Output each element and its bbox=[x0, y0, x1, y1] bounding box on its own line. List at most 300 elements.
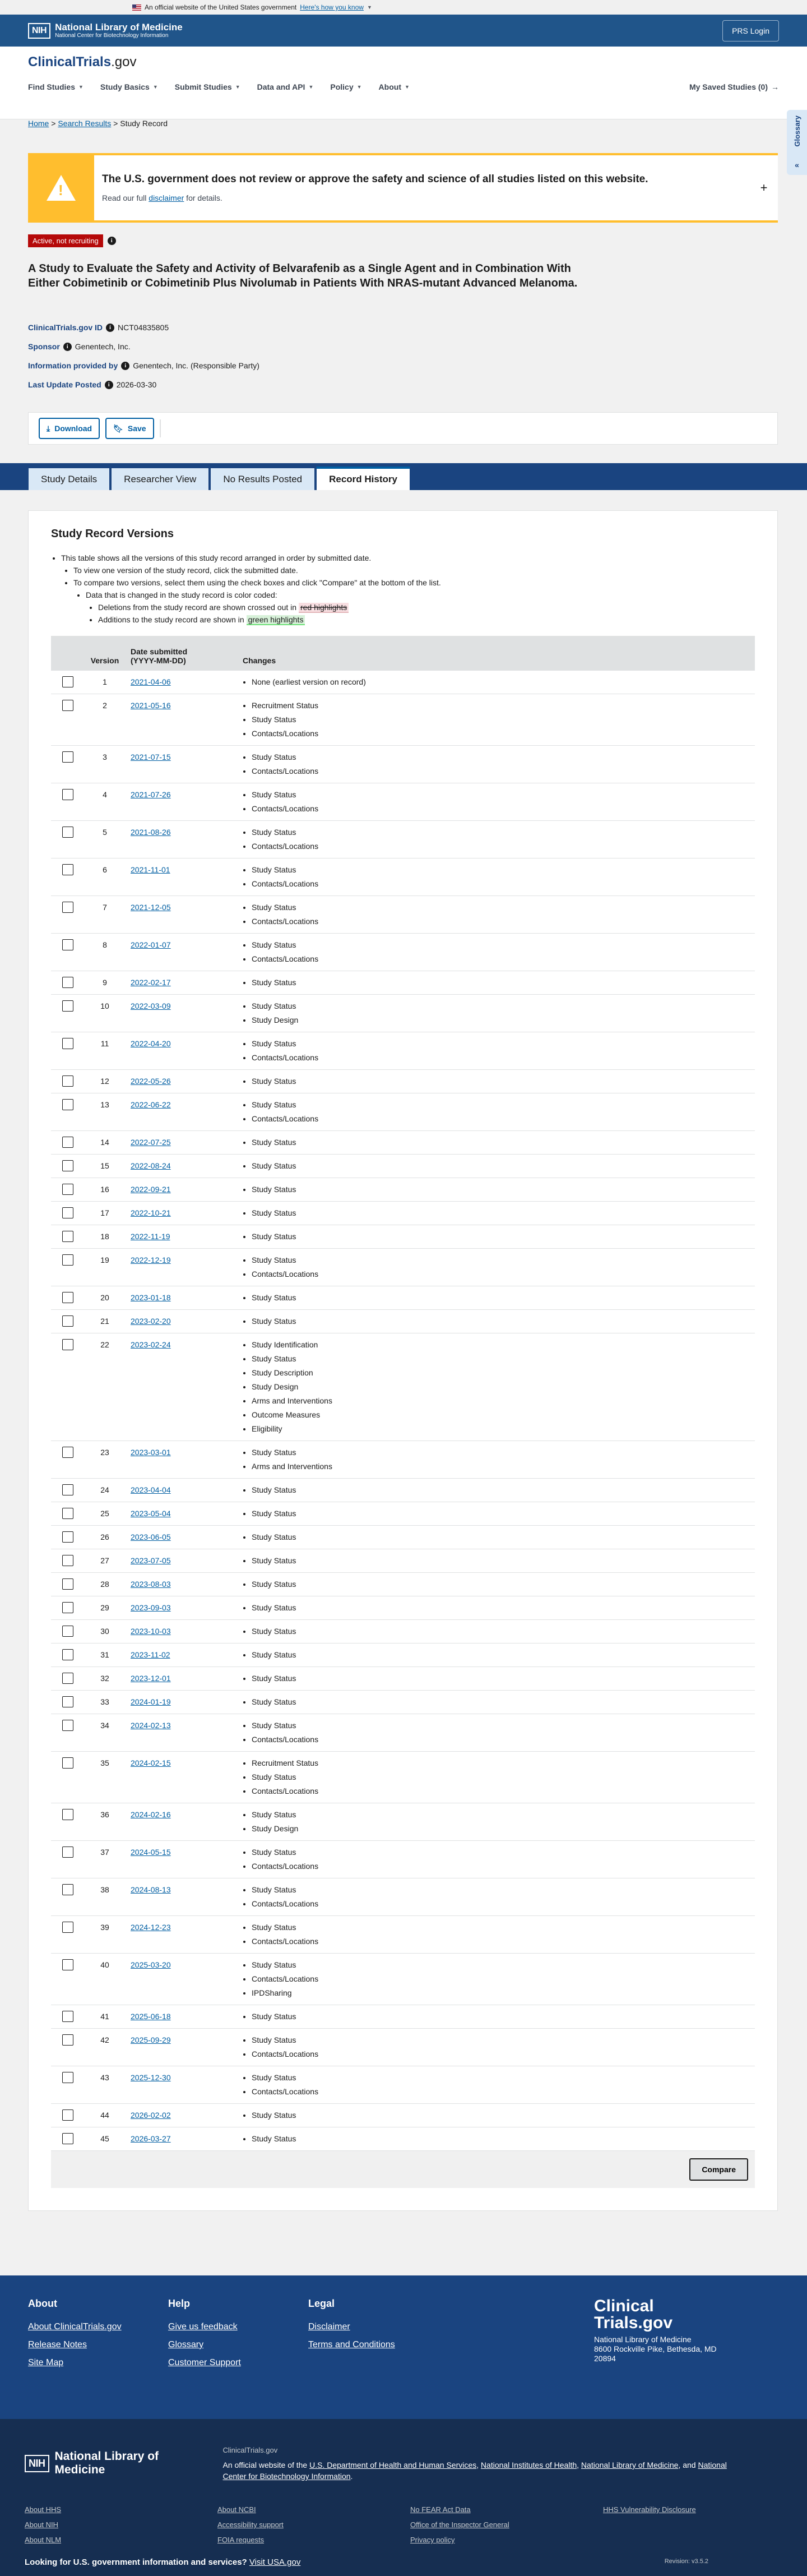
ct-logo-b: .gov bbox=[111, 54, 137, 70]
usa-gov-text: Looking for U.S. government information and services? bbox=[25, 2557, 247, 2567]
history-instructions bbox=[51, 552, 755, 626]
version-checkbox[interactable] bbox=[62, 2109, 73, 2121]
version-row bbox=[51, 1916, 755, 1954]
version-date-link[interactable]: 2023-03-01 bbox=[131, 1448, 171, 1457]
version-checkbox[interactable] bbox=[62, 939, 73, 950]
version-checkbox[interactable] bbox=[62, 751, 73, 763]
tab-no-results[interactable]: No Results Posted bbox=[210, 468, 315, 490]
version-row bbox=[51, 1155, 755, 1178]
my-saved-studies[interactable] bbox=[689, 82, 779, 91]
footer-link[interactable]: Terms and Conditions bbox=[308, 2340, 395, 2349]
version-number: 29 bbox=[85, 1596, 125, 1620]
version-row bbox=[51, 671, 755, 694]
version-date-link[interactable]: 2021-07-15 bbox=[131, 753, 171, 761]
version-date-link[interactable]: 2022-06-22 bbox=[131, 1100, 171, 1109]
footer-link[interactable]: HHS Vulnerability Disclosure bbox=[603, 2505, 696, 2514]
changes-list bbox=[252, 1756, 749, 1798]
info-icon[interactable]: i bbox=[121, 362, 129, 370]
footer-link[interactable]: About HHS bbox=[25, 2505, 62, 2514]
version-row bbox=[51, 858, 755, 896]
change-item: • Study Status bbox=[252, 1291, 749, 1305]
change-item: • Eligibility bbox=[252, 1422, 749, 1436]
version-checkbox[interactable] bbox=[62, 864, 73, 875]
version-date-link[interactable]: 2024-02-16 bbox=[131, 1810, 171, 1819]
version-checkbox[interactable] bbox=[62, 1254, 73, 1266]
version-checkbox[interactable] bbox=[62, 1315, 73, 1327]
change-item: • Study Status bbox=[252, 2071, 749, 2085]
version-date-link[interactable]: 2021-12-05 bbox=[131, 903, 171, 912]
version-number: 15 bbox=[85, 1155, 125, 1178]
footer-link[interactable]: About NLM bbox=[25, 2536, 62, 2544]
footer-link[interactable]: About ClinicalTrials.gov bbox=[28, 2322, 122, 2332]
footer-link[interactable]: Release Notes bbox=[28, 2340, 87, 2349]
nav-data-api[interactable] bbox=[257, 82, 314, 91]
footer-ct-label: ClinicalTrials.gov bbox=[222, 2446, 278, 2454]
version-date-link[interactable]: 2021-08-26 bbox=[131, 828, 171, 837]
footer-link[interactable]: About NCBI bbox=[217, 2505, 256, 2514]
version-checkbox[interactable] bbox=[62, 1508, 73, 1519]
footer-bottom bbox=[0, 2419, 807, 2576]
expand-plus-icon[interactable]: + bbox=[760, 181, 768, 195]
version-checkbox[interactable] bbox=[62, 2072, 73, 2083]
version-checkbox[interactable] bbox=[62, 1809, 73, 1820]
version-number: 28 bbox=[85, 1573, 125, 1596]
chevron-down-icon: ▼ bbox=[152, 84, 158, 90]
changes-list bbox=[252, 1074, 749, 1088]
site-header bbox=[0, 47, 807, 119]
changes-list bbox=[252, 1098, 749, 1126]
version-checkbox[interactable] bbox=[62, 1757, 73, 1769]
footer-link[interactable]: Office of the Inspector General bbox=[410, 2520, 509, 2529]
version-date-link[interactable]: 2022-03-09 bbox=[131, 1001, 171, 1010]
change-item: • Contacts/Locations bbox=[252, 2047, 749, 2061]
nav-label: Find Studies bbox=[28, 82, 75, 91]
change-item: • Study Status bbox=[252, 1530, 749, 1544]
version-date-link[interactable]: 2023-12-01 bbox=[131, 1674, 171, 1683]
tab-study-details[interactable]: Study Details bbox=[28, 468, 110, 490]
version-checkbox[interactable] bbox=[62, 2011, 73, 2022]
version-row bbox=[51, 1093, 755, 1131]
chevron-down-icon: ▼ bbox=[78, 84, 84, 90]
meta-sponsor bbox=[28, 342, 131, 351]
nav-study-basics[interactable] bbox=[100, 82, 158, 91]
version-checkbox[interactable] bbox=[62, 1673, 73, 1684]
address-line: 20894 bbox=[594, 2354, 616, 2363]
version-checkbox[interactable] bbox=[62, 1484, 73, 1495]
glossary-label: Glossary bbox=[792, 116, 801, 147]
version-date-link[interactable]: 2021-04-06 bbox=[131, 677, 171, 686]
info-icon[interactable]: i bbox=[108, 237, 116, 245]
version-row bbox=[51, 1596, 755, 1620]
change-item: • Contacts/Locations bbox=[252, 915, 749, 929]
alert-text: Read our full bbox=[102, 193, 149, 202]
info-icon[interactable]: i bbox=[106, 324, 114, 332]
version-checkbox[interactable] bbox=[62, 1626, 73, 1637]
version-date-link[interactable]: 2023-04-04 bbox=[131, 1485, 171, 1494]
version-number: 3 bbox=[85, 746, 125, 783]
change-item: • Study Status bbox=[252, 1507, 749, 1521]
change-item: • Study Status bbox=[252, 1921, 749, 1935]
version-date-link[interactable]: 2023-11-02 bbox=[131, 1650, 170, 1659]
info-icon[interactable]: i bbox=[105, 381, 113, 389]
change-item: • Study Status bbox=[252, 1352, 749, 1366]
version-checkbox[interactable] bbox=[62, 1339, 73, 1350]
changes-list bbox=[252, 1958, 749, 2000]
chevron-down-icon: ▼ bbox=[404, 84, 410, 90]
actions-bar bbox=[28, 412, 778, 445]
version-number: 17 bbox=[85, 1202, 125, 1225]
instruction-item: • To view one version of the study record, click the submitted date. bbox=[73, 564, 755, 576]
version-date-link[interactable]: 2024-12-23 bbox=[131, 1923, 171, 1932]
change-item: • Study Status bbox=[252, 938, 749, 952]
download-button[interactable] bbox=[39, 418, 100, 439]
footer-link[interactable]: About NIH bbox=[25, 2520, 58, 2529]
changes-list bbox=[252, 2071, 749, 2099]
heres-how-link[interactable]: Here's how you know bbox=[300, 3, 364, 11]
changes-list bbox=[252, 788, 749, 816]
version-date-link[interactable]: 2026-02-02 bbox=[131, 2111, 171, 2120]
changes-list bbox=[252, 825, 749, 853]
changes-list bbox=[252, 976, 749, 990]
change-item: • Study Status bbox=[252, 1098, 749, 1112]
gov-banner bbox=[0, 0, 807, 15]
change-item: • Arms and Interventions bbox=[252, 1394, 749, 1408]
study-title: A Study to Evaluate the Safety and Activity of Belvarafenib as a Single Agent and in Combination With Either Cobimetinib or Cobimetinib Plus Nivolumab in Patients With NRAS-mutant Advanced Melanoma. bbox=[28, 262, 578, 289]
nav-about[interactable] bbox=[379, 82, 410, 91]
meta-update bbox=[28, 380, 156, 389]
version-date-link[interactable]: 2024-08-13 bbox=[131, 1885, 171, 1894]
version-checkbox[interactable] bbox=[62, 1099, 73, 1110]
version-row bbox=[51, 2127, 755, 2151]
nih-link[interactable]: National Institutes of Health bbox=[480, 2460, 577, 2469]
version-date-link[interactable]: 2023-01-18 bbox=[131, 1293, 171, 1302]
version-checkbox[interactable] bbox=[62, 977, 73, 988]
change-item: • Study Status bbox=[252, 750, 749, 764]
version-date-link[interactable]: 2024-02-15 bbox=[131, 1758, 171, 1767]
change-item: • Contacts/Locations bbox=[252, 1897, 749, 1911]
version-checkbox[interactable] bbox=[62, 1720, 73, 1731]
gov-banner-text: An official website of the United States government bbox=[145, 3, 297, 11]
footer-link[interactable]: Privacy policy bbox=[410, 2536, 455, 2544]
version-date-link[interactable]: 2022-01-07 bbox=[131, 940, 171, 949]
col-select bbox=[51, 636, 85, 671]
version-row bbox=[51, 1644, 755, 1667]
version-checkbox[interactable] bbox=[62, 1075, 73, 1087]
version-date-link[interactable]: 2022-09-21 bbox=[131, 1185, 171, 1194]
version-date-link[interactable]: 2021-05-16 bbox=[131, 701, 171, 710]
change-item: • Study Status bbox=[252, 1624, 749, 1638]
save-button[interactable] bbox=[105, 418, 154, 439]
change-item: • Study Status bbox=[252, 1719, 749, 1733]
version-date-link[interactable]: 2023-02-20 bbox=[131, 1317, 171, 1326]
version-checkbox[interactable] bbox=[62, 1292, 73, 1303]
nav-policy[interactable] bbox=[330, 82, 361, 91]
version-date-link[interactable]: 2022-07-25 bbox=[131, 1138, 171, 1147]
compare-row bbox=[51, 2151, 755, 2188]
version-checkbox[interactable] bbox=[62, 1846, 73, 1858]
version-date-link[interactable]: 2022-08-24 bbox=[131, 1161, 171, 1170]
tab-bar bbox=[0, 463, 807, 490]
changes-list bbox=[252, 699, 749, 741]
meta-label: Sponsor bbox=[28, 342, 60, 351]
version-row bbox=[51, 2005, 755, 2029]
changes-list bbox=[252, 2033, 749, 2061]
version-checkbox[interactable] bbox=[62, 902, 73, 913]
changes-list bbox=[252, 1845, 749, 1873]
ct-logo[interactable] bbox=[28, 47, 779, 70]
version-date-link[interactable]: 2023-05-04 bbox=[131, 1509, 171, 1518]
main-nav bbox=[28, 82, 779, 91]
status-row bbox=[28, 234, 116, 247]
nih-bar bbox=[0, 15, 807, 47]
breadcrumb-search-results[interactable]: Search Results bbox=[58, 119, 112, 128]
version-date-link[interactable]: 2022-11-19 bbox=[131, 1232, 170, 1241]
version-row bbox=[51, 783, 755, 821]
chevron-down-icon: ▼ bbox=[235, 84, 240, 90]
change-item: • Study Status bbox=[252, 788, 749, 802]
meta-id bbox=[28, 323, 169, 332]
version-checkbox[interactable] bbox=[62, 1959, 73, 1970]
version-checkbox[interactable] bbox=[62, 1696, 73, 1707]
version-number: 25 bbox=[85, 1502, 125, 1526]
version-row bbox=[51, 995, 755, 1032]
version-date-link[interactable]: 2024-05-15 bbox=[131, 1848, 171, 1857]
change-item: • Study Status bbox=[252, 2108, 749, 2122]
version-number: 33 bbox=[85, 1691, 125, 1714]
change-item: • Study Design bbox=[252, 1380, 749, 1394]
version-number: 7 bbox=[85, 896, 125, 934]
changes-list bbox=[252, 999, 749, 1027]
change-item: • Contacts/Locations bbox=[252, 1784, 749, 1798]
version-date-link[interactable]: 2021-07-26 bbox=[131, 790, 171, 799]
nih-logo-box: NIH bbox=[25, 2455, 49, 2472]
footer-link[interactable]: Disclaimer bbox=[308, 2322, 350, 2332]
change-item: • Contacts/Locations bbox=[252, 1112, 749, 1126]
version-date-link[interactable]: 2025-09-29 bbox=[131, 2035, 171, 2044]
version-row bbox=[51, 1803, 755, 1841]
version-date-link[interactable]: 2023-07-05 bbox=[131, 1556, 171, 1565]
version-date-link[interactable]: 2023-09-03 bbox=[131, 1603, 171, 1612]
version-date-link[interactable]: 2026-03-27 bbox=[131, 2134, 171, 2143]
version-date-link[interactable]: 2025-03-20 bbox=[131, 1960, 171, 1969]
download-label: Download bbox=[54, 424, 92, 433]
version-number: 23 bbox=[85, 1441, 125, 1479]
footer-link[interactable]: Customer Support bbox=[168, 2358, 241, 2367]
version-checkbox[interactable] bbox=[62, 1207, 73, 1218]
version-checkbox[interactable] bbox=[62, 2133, 73, 2144]
change-item: • None (earliest version on record) bbox=[252, 675, 749, 689]
version-date-link[interactable]: 2025-06-18 bbox=[131, 2012, 171, 2021]
tab-record-history[interactable]: Record History bbox=[316, 467, 410, 490]
disclaimer-link[interactable]: disclaimer bbox=[149, 193, 184, 202]
nav-label: Submit Studies bbox=[174, 82, 232, 91]
version-row bbox=[51, 1620, 755, 1644]
update-value: 2026-03-30 bbox=[116, 380, 157, 389]
version-date-link[interactable]: 2022-02-17 bbox=[131, 978, 171, 987]
changes-list bbox=[252, 675, 749, 689]
footer-brand-logo[interactable]: Clinical Trials.gov bbox=[594, 2297, 673, 2332]
footer-top bbox=[0, 2275, 807, 2419]
address-line: 8600 Rockville Pike, Bethesda, MD bbox=[594, 2344, 717, 2353]
glossary-tab[interactable] bbox=[787, 110, 807, 175]
version-row bbox=[51, 2029, 755, 2066]
version-row bbox=[51, 1573, 755, 1596]
changes-list bbox=[252, 1530, 749, 1544]
footer-legal bbox=[308, 2298, 448, 2376]
nlm-name: National Library of Medicine bbox=[54, 2450, 159, 2476]
version-checkbox[interactable] bbox=[62, 1038, 73, 1049]
footer-link[interactable]: Glossary bbox=[168, 2340, 204, 2349]
version-date-link[interactable]: 2025-12-30 bbox=[131, 2073, 171, 2082]
change-item: • Study Status bbox=[252, 863, 749, 877]
breadcrumb-home[interactable]: Home bbox=[28, 119, 49, 128]
instruction-item bbox=[98, 613, 755, 626]
footer-link[interactable]: Site Map bbox=[28, 2358, 64, 2367]
versions-table bbox=[51, 636, 755, 2151]
change-item: • Study Status bbox=[252, 1695, 749, 1709]
prs-login-button[interactable]: PRS Login bbox=[722, 20, 779, 41]
chevron-down-icon: ▼ bbox=[367, 4, 372, 10]
version-date-link[interactable]: 2022-05-26 bbox=[131, 1077, 171, 1086]
version-date-link[interactable]: 2024-02-13 bbox=[131, 1721, 171, 1730]
version-row bbox=[51, 971, 755, 995]
version-checkbox[interactable] bbox=[62, 1000, 73, 1012]
change-item: • Study Design bbox=[252, 1822, 749, 1836]
changes-list bbox=[252, 901, 749, 929]
version-checkbox[interactable] bbox=[62, 1447, 73, 1458]
red-highlight-sample: red highlights bbox=[299, 603, 349, 613]
version-number: 1 bbox=[85, 671, 125, 694]
change-item: • Study Status bbox=[252, 1672, 749, 1686]
version-checkbox[interactable] bbox=[62, 789, 73, 800]
version-row bbox=[51, 1202, 755, 1225]
version-checkbox[interactable] bbox=[62, 1184, 73, 1195]
version-checkbox[interactable] bbox=[62, 1160, 73, 1171]
version-number: 36 bbox=[85, 1803, 125, 1841]
footer-link[interactable]: Give us feedback bbox=[168, 2322, 238, 2332]
nlm-logo[interactable] bbox=[28, 22, 183, 39]
version-date-link[interactable]: 2023-10-03 bbox=[131, 1627, 171, 1636]
change-item: • Contacts/Locations bbox=[252, 952, 749, 966]
version-checkbox[interactable] bbox=[62, 827, 73, 838]
changes-list bbox=[252, 1446, 749, 1474]
change-item: • Study Identification bbox=[252, 1338, 749, 1352]
tab-researcher-view[interactable]: Researcher View bbox=[111, 468, 209, 490]
version-date-link[interactable]: 2022-12-19 bbox=[131, 1255, 171, 1264]
revision-label: Revision: v3.5.2 bbox=[664, 2558, 708, 2565]
version-date-link[interactable]: 2023-06-05 bbox=[131, 1532, 171, 1541]
version-checkbox[interactable] bbox=[62, 2034, 73, 2046]
compare-button[interactable]: Compare bbox=[689, 2158, 748, 2181]
changes-list bbox=[252, 2108, 749, 2122]
version-date-link[interactable]: 2022-04-20 bbox=[131, 1039, 171, 1048]
change-item: • Contacts/Locations bbox=[252, 2085, 749, 2099]
version-date-link[interactable]: 2022-10-21 bbox=[131, 1208, 171, 1217]
change-item: • Study Status bbox=[252, 1883, 749, 1897]
version-checkbox[interactable] bbox=[62, 1649, 73, 1660]
changes-list bbox=[252, 2132, 749, 2146]
version-row bbox=[51, 1249, 755, 1286]
version-number: 11 bbox=[85, 1032, 125, 1070]
version-checkbox[interactable] bbox=[62, 1922, 73, 1933]
footer-link[interactable]: No FEAR Act Data bbox=[410, 2505, 471, 2514]
footer-heading: Legal bbox=[308, 2298, 335, 2309]
changes-list bbox=[252, 1159, 749, 1173]
info-icon[interactable]: i bbox=[63, 343, 72, 351]
changes-list bbox=[252, 1672, 749, 1686]
version-checkbox[interactable] bbox=[62, 1555, 73, 1566]
version-row bbox=[51, 1070, 755, 1093]
version-number: 8 bbox=[85, 934, 125, 971]
version-date-link[interactable]: 2021-11-01 bbox=[131, 865, 170, 874]
change-item: • Arms and Interventions bbox=[252, 1460, 749, 1474]
version-row bbox=[51, 1286, 755, 1310]
usa-gov-link[interactable]: Visit USA.gov bbox=[249, 2557, 301, 2567]
version-row bbox=[51, 821, 755, 858]
version-checkbox[interactable] bbox=[62, 1137, 73, 1148]
change-item: • Study Status bbox=[252, 1648, 749, 1662]
change-item: • Study Status bbox=[252, 1808, 749, 1822]
change-item: • Study Status bbox=[252, 901, 749, 915]
changes-list bbox=[252, 1135, 749, 1149]
version-checkbox[interactable] bbox=[62, 676, 73, 687]
version-row bbox=[51, 1691, 755, 1714]
changes-list bbox=[252, 2010, 749, 2024]
footer-link[interactable]: FOIA requests bbox=[217, 2536, 265, 2544]
version-date-link[interactable]: 2023-02-24 bbox=[131, 1340, 171, 1349]
change-item: • Contacts/Locations bbox=[252, 877, 749, 891]
footer-help bbox=[168, 2298, 308, 2376]
change-item: • Contacts/Locations bbox=[252, 1935, 749, 1949]
footer-link[interactable]: Accessibility support bbox=[217, 2520, 284, 2529]
status-badge: Active, not recruiting bbox=[28, 234, 103, 247]
version-row bbox=[51, 1878, 755, 1916]
version-checkbox[interactable] bbox=[62, 1884, 73, 1895]
meta-info bbox=[28, 361, 259, 370]
change-item: • Study Status bbox=[252, 1253, 749, 1267]
version-number: 32 bbox=[85, 1667, 125, 1691]
version-checkbox[interactable] bbox=[62, 1578, 73, 1590]
ct-logo-a: ClinicalTrials bbox=[28, 54, 112, 70]
footer-nlm-logo[interactable] bbox=[25, 2445, 189, 2482]
nct-id: NCT04835805 bbox=[118, 323, 169, 332]
version-checkbox[interactable] bbox=[62, 1531, 73, 1543]
version-number: 18 bbox=[85, 1225, 125, 1249]
version-number: 40 bbox=[85, 1954, 125, 2005]
footer-brand bbox=[594, 2298, 734, 2376]
version-checkbox[interactable] bbox=[62, 1231, 73, 1242]
hhs-link[interactable]: U.S. Department of Health and Human Services bbox=[309, 2460, 477, 2469]
version-checkbox[interactable] bbox=[62, 700, 73, 711]
nav-label: Policy bbox=[330, 82, 354, 91]
version-number: 22 bbox=[85, 1333, 125, 1441]
version-date-link[interactable]: 2024-01-19 bbox=[131, 1697, 171, 1706]
ncbi-link[interactable]: National Center for Biotechnology Information bbox=[222, 2460, 727, 2481]
change-item: • Study Status bbox=[252, 2010, 749, 2024]
nav-find-studies[interactable] bbox=[28, 82, 84, 91]
change-item: • Study Status bbox=[252, 825, 749, 839]
nlm-link[interactable]: National Library of Medicine bbox=[581, 2460, 679, 2469]
version-number: 2 bbox=[85, 694, 125, 746]
change-item: • Contacts/Locations bbox=[252, 839, 749, 853]
nav-submit-studies[interactable] bbox=[175, 82, 240, 91]
change-item: • Outcome Measures bbox=[252, 1408, 749, 1422]
version-number: 27 bbox=[85, 1549, 125, 1573]
version-number: 5 bbox=[85, 821, 125, 858]
version-checkbox[interactable] bbox=[62, 1602, 73, 1613]
download-icon: ⤓ bbox=[47, 423, 50, 433]
version-date-link[interactable]: 2023-08-03 bbox=[131, 1580, 171, 1589]
